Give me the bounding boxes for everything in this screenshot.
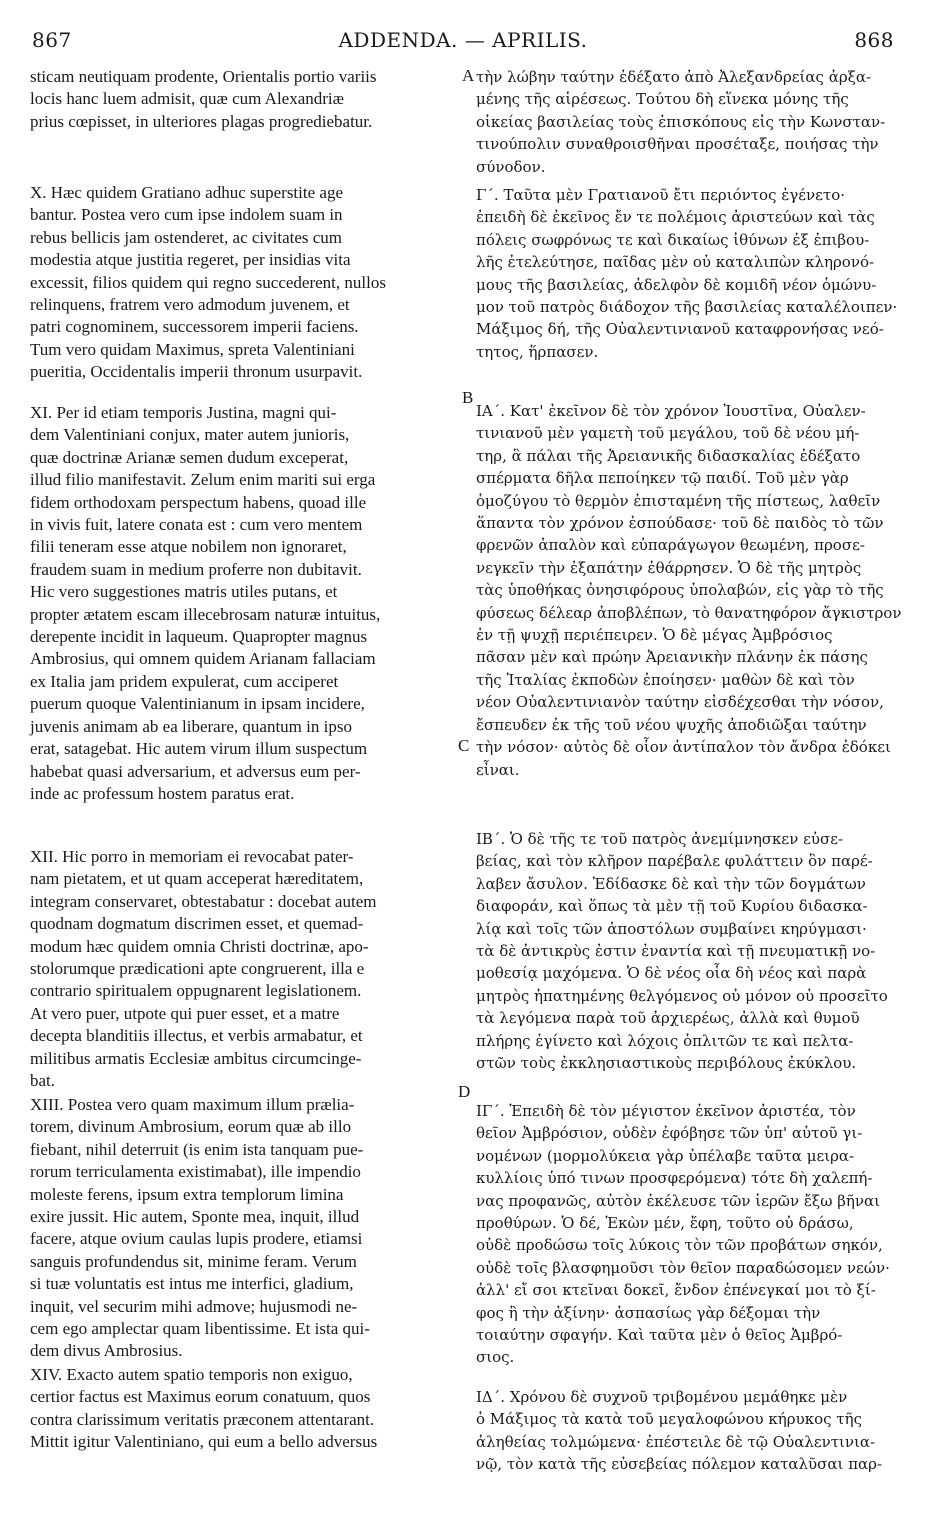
latin-paragraph-x: X. Hæc quidem Gratiano adhuc superstite age bantur. Postea vero cum ipse indolem suam in rebus bellicis jam ostenderet, ac civitates cum modestia atque justitia regeret, per insidias vita excessit, filios quidem qui regno succederent, nullos relinquens, fratrem vero admodum juvenem, et patri cognominem, successorem imperii faciens. Tum vero quidam Maximus, spreta Valentiniani pueritia, Occidentalis imperii thronum usurpavit. — [30, 183, 386, 382]
latin-paragraph-intro: sticam neutiquam prodente, Orientalis portio variis locis hanc luem admisit, quæ cum Alexandriæ prius cœpisset, in ulteriores plagas progrediebatur. — [30, 67, 377, 131]
greek-paragraph-gamma: Γ΄. Ταῦτα μὲν Γρατιανοῦ ἔτι περιόντος ἐγένετο· ἐπειδὴ δὲ ἐκεῖνος ἔν τε πολέμοις ἀριστεύων καὶ τὰς πόλεις σωφρόνως τε καὶ δικαίως ἰθύνων ἐξ ἐπιβου- λῆς ἐτελεύτησε, παῖδας μὲν οὐ καταλιπὼν κληρονό- μους τῆς βασιλείας, ἀδελφὸν δὲ κομιδῆ νέον ὁμώνυ- μον τοῦ πατρὸς διάδοχον τῆς βασιλείας καταλέλοιπεν· Μάξιμος δή, τῆς Οὐαλεντινιανοῦ καταφρονήσας νεό- τητος, ἥρπασεν. — [476, 186, 898, 361]
page-number-left: 867 — [32, 28, 72, 52]
margin-marker-d: D — [458, 1082, 471, 1101]
greek-paragraph-ig: ΙΓ΄. Ἐπειδὴ δὲ τὸν μέγιστον ἐκεῖνον ἀριστέα, τὸν θεῖον Ἀμβρόσιον, οὐδὲν ἐφόβησε τῶν ὑπ' αὐτοῦ γι- νομένων (μορμολύκεια γὰρ ὑπέλαβε ταῦτα μειρα- κυλλίοις ὑπό τινων προσφερόμενα) τότε δὴ χαλεπή- νας προφανῶς, αὐτὸν ἐκέλευσε τῶν ἱερῶν ἔξω βῆναι προθύρων. Ὁ δέ, Ἑκὼν μέν, ἔφη, τοῦτο οὐ δράσω, οὐδὲ προδώσω τοῖς λύκοις τὸν τῶν προβάτων σηκόν, οὐδὲ τοῖς βλασφημοῦσι τὸν θεῖον παραδώσομεν νεών· ἀλλ' εἴ σοι κτεῖναι δοκεῖ, ἔνδον ἐπένεγκαί μοι τὸ ξί- φος ἢ τὴν ἀξίνην· ἀσπασίως γὰρ δέξομαι τὴν τοιαύτην σφαγήν. Καὶ ταῦτα μὲν ὁ θεῖος Ἀμβρό- σιος. — [476, 1102, 890, 1367]
latin-paragraph-xiv: XIV. Exacto autem spatio temporis non exiguo, certior factus est Maximus eorum conatuum, quos contra clarissimum veritatis præconem attentarant. Mittit igitur Valentiniano, qui eum a bello adversus — [30, 1365, 378, 1452]
greek-paragraph-intro: τὴν λώβην ταύτην ἐδέξατο ἀπὸ Ἀλεξανδρείας ἀρξα- μένης τῆς αἱρέσεως. Τούτου δὴ εἵνεκα μόνης τῆς οἰκείας βασιλείας τοὺς ἐπισκόπους εἰς τὴν Κωνσταν- τινούπολιν συναθροισθῆναι προσέταξε, ποιήσας τὴν σύνοδον. — [476, 68, 886, 176]
greek-paragraph-ia: ΙΑ΄. Κατ' ἐκεῖνον δὲ τὸν χρόνον Ἰουστῖνα, Οὐαλεν- τινιανοῦ μὲν γαμετὴ τοῦ μεγάλου, τοῦ δὲ νέου μή- τηρ, ἃ πάλαι τῆς Ἀρειανικῆς διδασκαλίας ἐδέξατο σπέρματα δῆλα πεποίηκεν τῷ παιδί. Τοῦ μὲν γὰρ ὁμοζύγου τὸ θερμὸν ἐπισταμένη τῆς πίστεως, λαθεῖν ἅπαντα τὸν χρόνον ἐσπούδασε· τοῦ δὲ παιδὸς τὸ τῶν φρενῶν ἁπαλὸν καὶ εὐπαράγωγον θεωμένη, προσε- νεγκεῖν τὴν ἐξαπάτην ἐθάρρησεν. Ὁ δὲ τῆς μητρὸς τὰς ὑποθήκας ὀνησιφόρους ὑπολαβών, εἰς γὰρ τὸ τῆς φύσεως δέλεαρ ἀποβλέπων, τὸ θανατηφόρον ἄγκιστρον ἐν τῇ ψυχῇ περιέπειρεν. Ὁ δὲ μέγας Ἀμβρόσιος πᾶσαν μὲν καὶ πρώην Ἀρειανικὴν πλάνην ἐκ πάσης τῆς Ἰταλίας ἐκποδὼν ἐποίησεν· μαθὼν δὲ καὶ τὸν νέον Οὐαλεντινιανὸν ταύτην εἰσδέχεσθαι τὴν νόσον, ἔσπευδεν ἐκ τῆς τοῦ νέου ψυχῆς ἀποδιῶξαι ταύτην τὴν νόσον· αὐτὸς δὲ οἷον ἀντίπαλον τὸν ἄνδρα ἐδόκει εἶναι. — [476, 402, 902, 779]
latin-paragraph-xi: XI. Per id etiam temporis Justina, magni qui- dem Valentiniani conjux, mater autem junioris, quæ doctrinæ Arianæ semen dudum exceperat, illud filio manifestavit. Zelum enim mariti sui erga fidem orthodoxam perspectum habens, quoad ille in vivis fuit, latere conata est : cum vero mentem filii teneram esse atque nobilem non ignoraret, fraudem suam in medium proferre non dubitavit. Hic vero suggestiones matris utiles putans, et propter ætatem escam illecebrosam naturæ intuitus, derepente incidit in laqueum. Quapropter magnus Ambrosius, qui omnem quidem Arianam fallaciam ex Italia jam pridem expulerat, cum acciperet puerum quoque Valentinianum in ipsam incidere, juvenis animam ab ea liberare, quantum in ipso erat, satagebat. Hic autem virum illum suspectum habebat quasi adversarium, et adversus eum per- inde ac professum hostem paratus erat. — [30, 403, 381, 803]
running-title: ADDENDA. — APRILIS. — [338, 28, 588, 52]
latin-paragraph-xii: XII. Hic porro in memoriam ei revocabat pater- nam pietatem, et ut quam acceperat hæreditatem, integram conservaret, obtestabatur : docebat autem quodnam dogmatum discrimen esset, et quemad- modum hæc quidem omnia Christi doctrinæ, apo- stolorumque prædicationi apte congruerent, illa e contrario spiritualem oppugnarent legislationem. At vero puer, utpote qui puer esset, et a matre decepta blanditiis illectus, et verbis armabatur, et militibus armatis Ecclesiæ ambitus circumcinge- bat. — [30, 847, 377, 1091]
latin-paragraph-xiii: XIII. Postea vero quam maximum illum prælia- torem, divinum Ambrosium, eorum quæ ab illo fiebant, nihil deterruit (is enim ista tanquam pue- rorum terriculamenta existimabat), ille impendio moleste ferens, ipsum extra templorum limina exire jussit. Hic autem, Sponte mea, inquit, illud facere, atque ovium caulas lupis prodere, etiamsi sanguis profundendus sit, minime feram. Verum si tuæ voluntatis est intus me interfici, gladium, inquit, vel securim mihi admove; hujusmodi ne- cem ego amplectar quam libentissime. Et ista qui- dem divus Ambrosius. — [30, 1095, 370, 1361]
margin-marker-b: B — [462, 388, 474, 407]
greek-paragraph-id: ΙΔ΄. Χρόνου δὲ συχνοῦ τριβομένου μεμάθηκε μὲν ὁ Μάξιμος τὰ κατὰ τοῦ μεγαλοφώνου κήρυκος τῆς ἀληθείας τολμώμενα· ἐπέστειλε δὲ τῷ Οὐαλεντινια- νῷ, τὸν κατὰ τῆς εὐσεβείας πόλεμον καταλῦσαι παρ- — [476, 1388, 883, 1474]
margin-marker-a: A — [462, 66, 475, 85]
margin-marker-c: C — [458, 736, 470, 755]
page-number-right: 868 — [854, 28, 894, 52]
greek-paragraph-ib: ΙΒ΄. Ὁ δὲ τῆς τε τοῦ πατρὸς ἀνεμίμνησκεν εὐσε- βείας, καὶ τὸν κλῆρον παρέβαλε φυλάττειν ὃν παρέ- λαβεν ἄσυλον. Ἐδίδασκε δὲ καὶ τὴν τῶν δογμάτων διαφοράν, καὶ ὅπως τὰ μὲν τῇ τοῦ Κυρίου διδασκα- λίᾳ καὶ τοῖς τῶν ἀποστόλων συμβαίνει κηρύγμασι· τὰ δὲ ἀντικρὺς ἐστιν ἐναντία καὶ τῇ πνευματικῇ νο- μοθεσίᾳ μαχόμενα. Ὁ δὲ νέος οἷα δὴ νέος καὶ παρὰ μητρὸς ἠπατημένης θελγόμενος οὐ μόνον οὐ προσεῖτο τὰ λεγόμενα παρὰ τοῦ ἀρχιερέως, ἀλλὰ καὶ θυμοῦ πλήρης ἐγίνετο καὶ λόχοις ὁπλιτῶν τε καὶ πελτα- στῶν τοὺς ἐκκλησιαστικοὺς περιβόλους ἐκύκλου. — [476, 830, 888, 1073]
page-header — [32, 28, 894, 62]
